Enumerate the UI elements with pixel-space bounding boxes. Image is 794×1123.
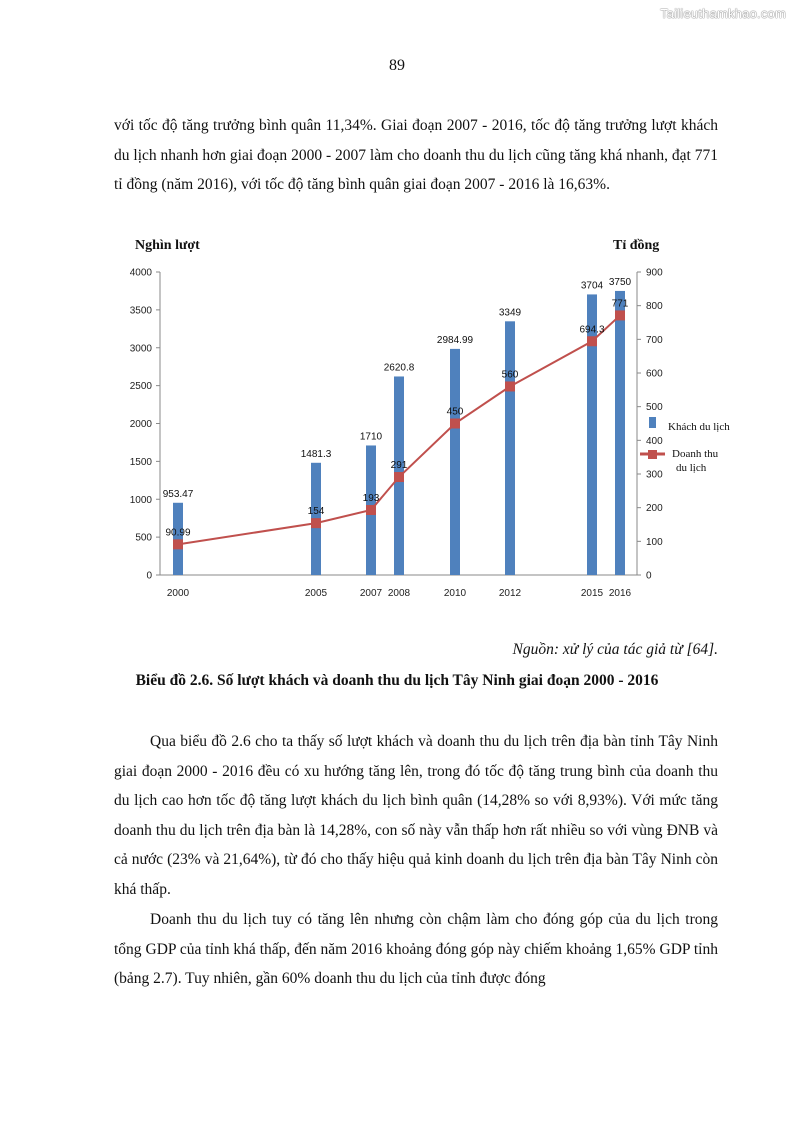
y-right-tick-label: 700	[646, 334, 663, 346]
y-right-tick-label: 0	[646, 570, 652, 582]
legend-bar-label: Khách du lịch	[668, 421, 730, 433]
x-tick-label: 2000	[166, 588, 190, 599]
y-left-tick-label: 2500	[129, 381, 152, 393]
y-right-tick-label: 500	[646, 402, 663, 414]
bar-data-label: 2984.99	[436, 334, 474, 346]
y-right-tick-label: 300	[646, 469, 663, 481]
x-tick-label: 2005	[304, 588, 328, 599]
y-right-tick-label: 600	[646, 368, 663, 380]
y-right-tick-label: 100	[646, 536, 663, 548]
x-tick-label: 2007	[359, 588, 383, 599]
y-right-title: Tỉ đồng	[613, 238, 660, 253]
figure-caption: Biểu đồ 2.6. Số lượt khách và doanh thu du lịch Tây Ninh giai đoạn 2000 - 2016	[135, 672, 659, 689]
line-data-label: 694.3	[579, 324, 605, 336]
x-tick-label: 2010	[443, 588, 467, 599]
bar-data-label: 3750	[608, 276, 632, 288]
legend-bar-swatch	[649, 417, 656, 428]
bar-data-label: 1710	[359, 431, 383, 443]
x-tick-label: 2008	[387, 588, 411, 599]
page-number: 89	[389, 57, 405, 74]
bar-data-label: 953.47	[162, 488, 194, 500]
y-right-tick-label: 400	[646, 435, 663, 447]
paragraph-top: với tốc độ tăng trưởng bình quân 11,34%. Giai đoạn 2007 - 2016, tốc độ tăng trưởng lượt khách du lịch nhanh hơn giai đoạn 2000 - 2007 làm cho doanh thu du lịch cũng tăng khá nhanh, đạt 771 tỉ đồng (năm 2016), với tốc độ tăng bình quân giai đoạn 2007 - 2016 là 16,63%.	[114, 117, 718, 193]
y-right-tick-label: 800	[646, 301, 663, 313]
line-point-doanh-thu	[311, 518, 321, 528]
bar-data-label: 2620.8	[383, 362, 415, 374]
legend-line-marker	[648, 450, 657, 459]
y-left-tick-label: 1000	[129, 494, 152, 506]
x-tick-label: 2012	[498, 588, 522, 599]
line-data-label: 291	[390, 460, 408, 472]
y-right-tick-label: 200	[646, 503, 663, 515]
line-point-doanh-thu	[450, 419, 460, 429]
y-right-tick-label: 900	[646, 267, 663, 279]
paragraph-3: Doanh thu du lịch tuy có tăng lên nhưng còn chậm làm cho đóng góp của du lịch trong tổng GDP của tỉnh khá thấp, đến năm 2016 khoảng đóng góp này chiếm khoảng 1,65% GDP tỉnh (bảng 2.7). Tuy nhiên, gần 60% doanh thu du lịch của tỉnh được đóng	[114, 911, 718, 987]
line-point-doanh-thu	[173, 539, 183, 549]
y-left-tick-label: 4000	[129, 267, 152, 279]
line-data-label: 193	[362, 493, 380, 505]
legend-line-label-2: du lịch	[676, 462, 707, 474]
bar-khach-du-lich	[450, 349, 460, 575]
bar-data-label: 3704	[580, 280, 604, 292]
line-point-doanh-thu	[615, 310, 625, 320]
y-left-tick-label: 2000	[129, 419, 152, 430]
y-left-tick-label: 0	[146, 570, 152, 582]
line-point-doanh-thu	[394, 472, 404, 482]
bar-data-label: 3349	[498, 307, 522, 319]
y-left-tick-label: 3000	[129, 343, 152, 355]
y-left-tick-label: 500	[135, 532, 152, 544]
y-left-tick-label: 1500	[129, 456, 152, 468]
line-data-label: 771	[611, 298, 629, 310]
source-note: Nguồn: xử lý của tác giả từ [64].	[512, 641, 718, 658]
bar-data-label: 1481.3	[300, 448, 332, 460]
y-left-tick-label: 3500	[129, 305, 152, 317]
watermark: Tailieuthamkhao.com	[660, 6, 786, 21]
x-tick-label: 2016	[608, 588, 632, 599]
x-tick-label: 2015	[580, 588, 604, 599]
bar-khach-du-lich	[173, 503, 183, 575]
line-point-doanh-thu	[587, 336, 597, 346]
y-left-title: Nghìn lượt	[135, 238, 200, 253]
bar-khach-du-lich	[505, 321, 515, 575]
line-data-label: 154	[307, 506, 325, 518]
line-data-label: 560	[501, 369, 519, 381]
line-data-label: 450	[446, 406, 464, 418]
line-point-doanh-thu	[505, 381, 515, 391]
line-point-doanh-thu	[366, 505, 376, 515]
paragraph-2: Qua biểu đồ 2.6 cho ta thấy số lượt khách và doanh thu du lịch trên địa bàn tỉnh Tây Ninh giai đoạn 2000 - 2016 đều có xu hướng tăng lên, trong đó tốc độ tăng trung bình của doanh thu du lịch cao hơn tốc độ tăng lượt khách du lịch bình quân (14,28% so với 8,93%). Với mức tăng doanh thu du lịch trên địa bàn là 14,28%, con số này vẫn thấp hơn rất nhiều so với vùng ĐNB và cả nước (23% và 21,64%), từ đó cho thấy hiệu quả kinh doanh du lịch trên địa bàn Tây Ninh còn khá thấp.	[114, 733, 718, 898]
bar-khach-du-lich	[615, 291, 625, 575]
legend-line-label-1: Doanh thu	[672, 448, 719, 460]
line-data-label: 90.99	[165, 527, 191, 539]
